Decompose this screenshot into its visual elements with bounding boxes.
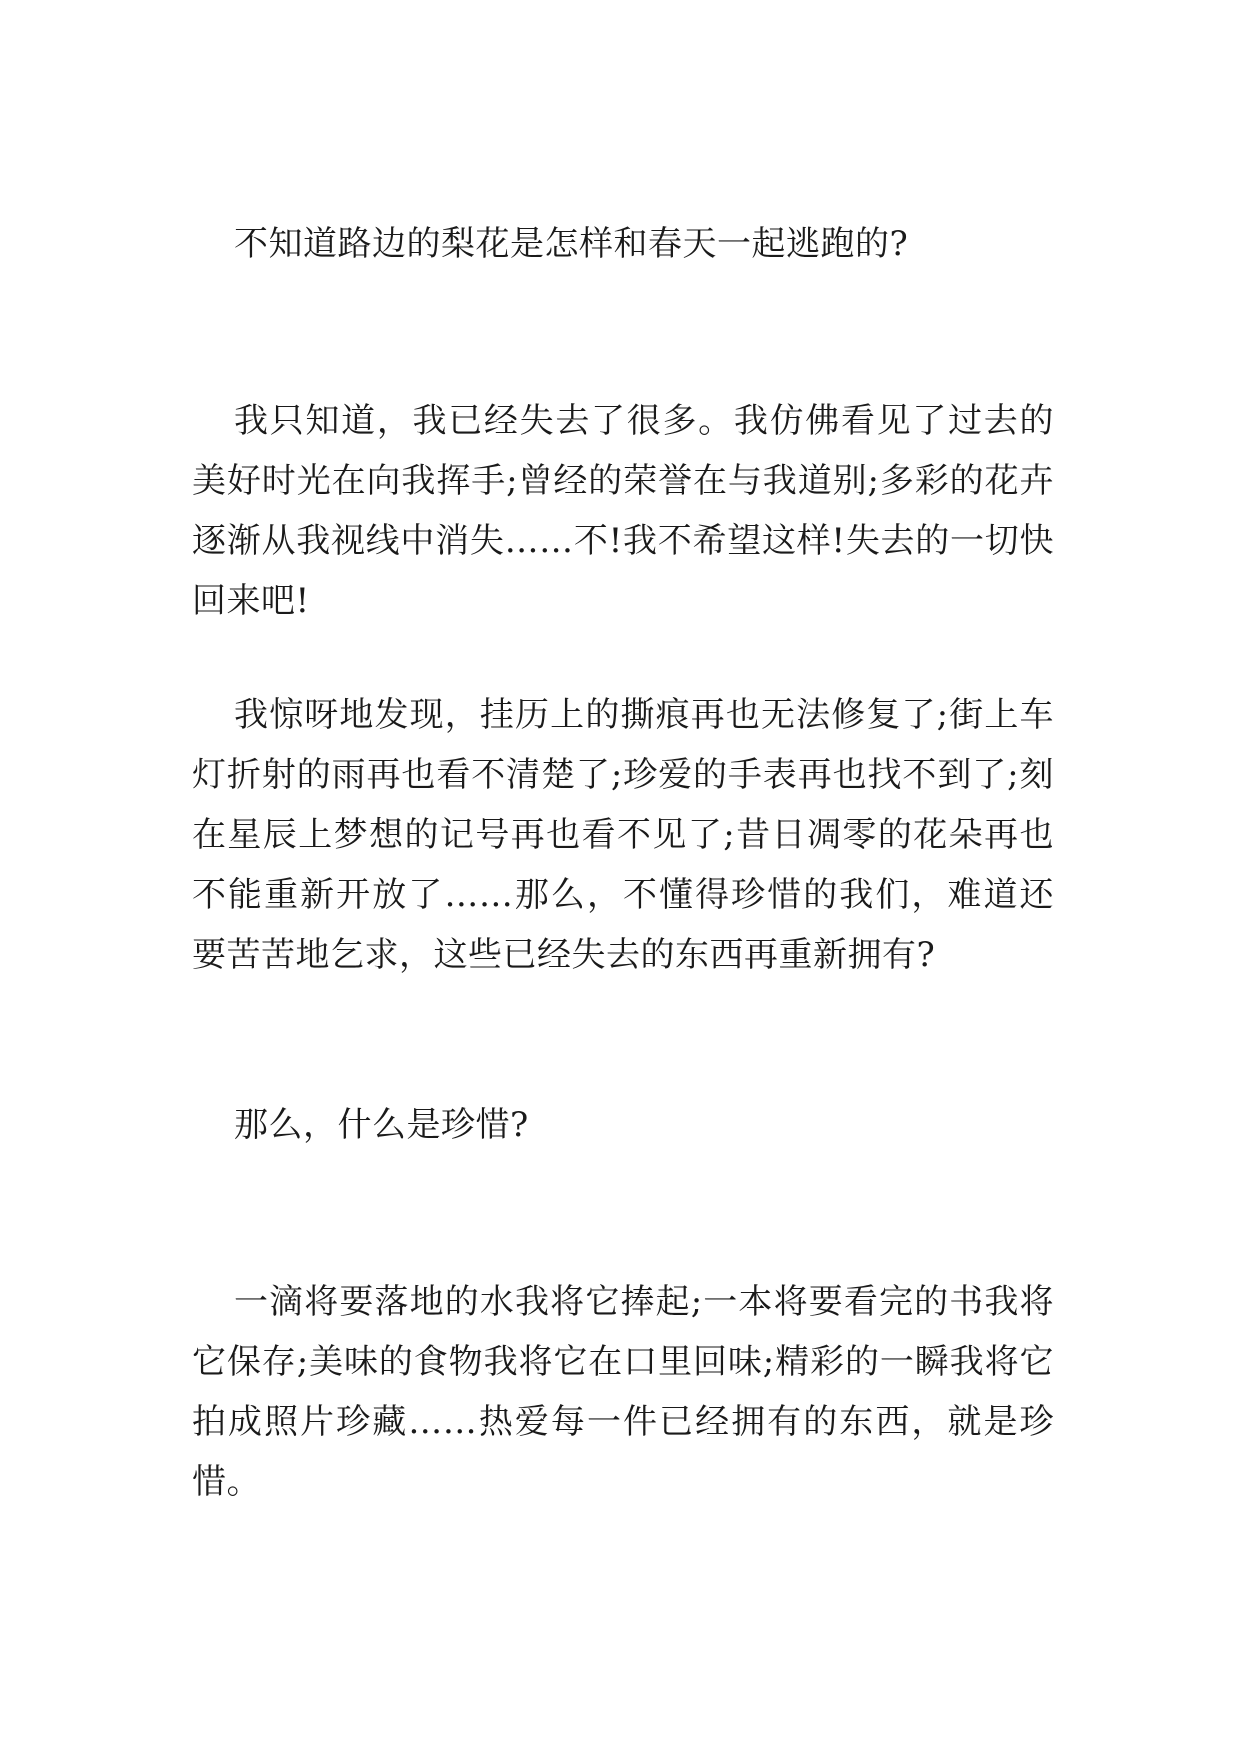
paragraph-5: 一滴将要落地的水我将它捧起;一本将要看完的书我将它保存;美味的食物我将它在口里回味;精彩的一瞬我将它拍成照片珍藏……热爱每一件已经拥有的东西，就是珍惜。 — [192, 1282, 1054, 1502]
paragraph-1: 不知道路边的梨花是怎样和春天一起逃跑的? — [234, 224, 909, 264]
paragraph-2: 我只知道，我已经失去了很多。我仿佛看见了过去的美好时光在向我挥手;曾经的荣誉在与我道别;多彩的花卉逐渐从我视线中消失……不!我不希望这样!失去的一切快回来吧! — [192, 401, 1054, 621]
paragraph-4: 那么，什么是珍惜? — [234, 1105, 529, 1145]
paragraph-3: 我惊呀地发现，挂历上的撕痕再也无法修复了;街上车灯折射的雨再也看不清楚了;珍爱的手表再也找不到了;刻在星辰上梦想的记号再也看不见了;昔日凋零的花朵再也不能重新开放了……那么，不懂得珍惜的我们，难道还要苦苦地乞求，这些已经失去的东西再重新拥有? — [192, 695, 1054, 975]
